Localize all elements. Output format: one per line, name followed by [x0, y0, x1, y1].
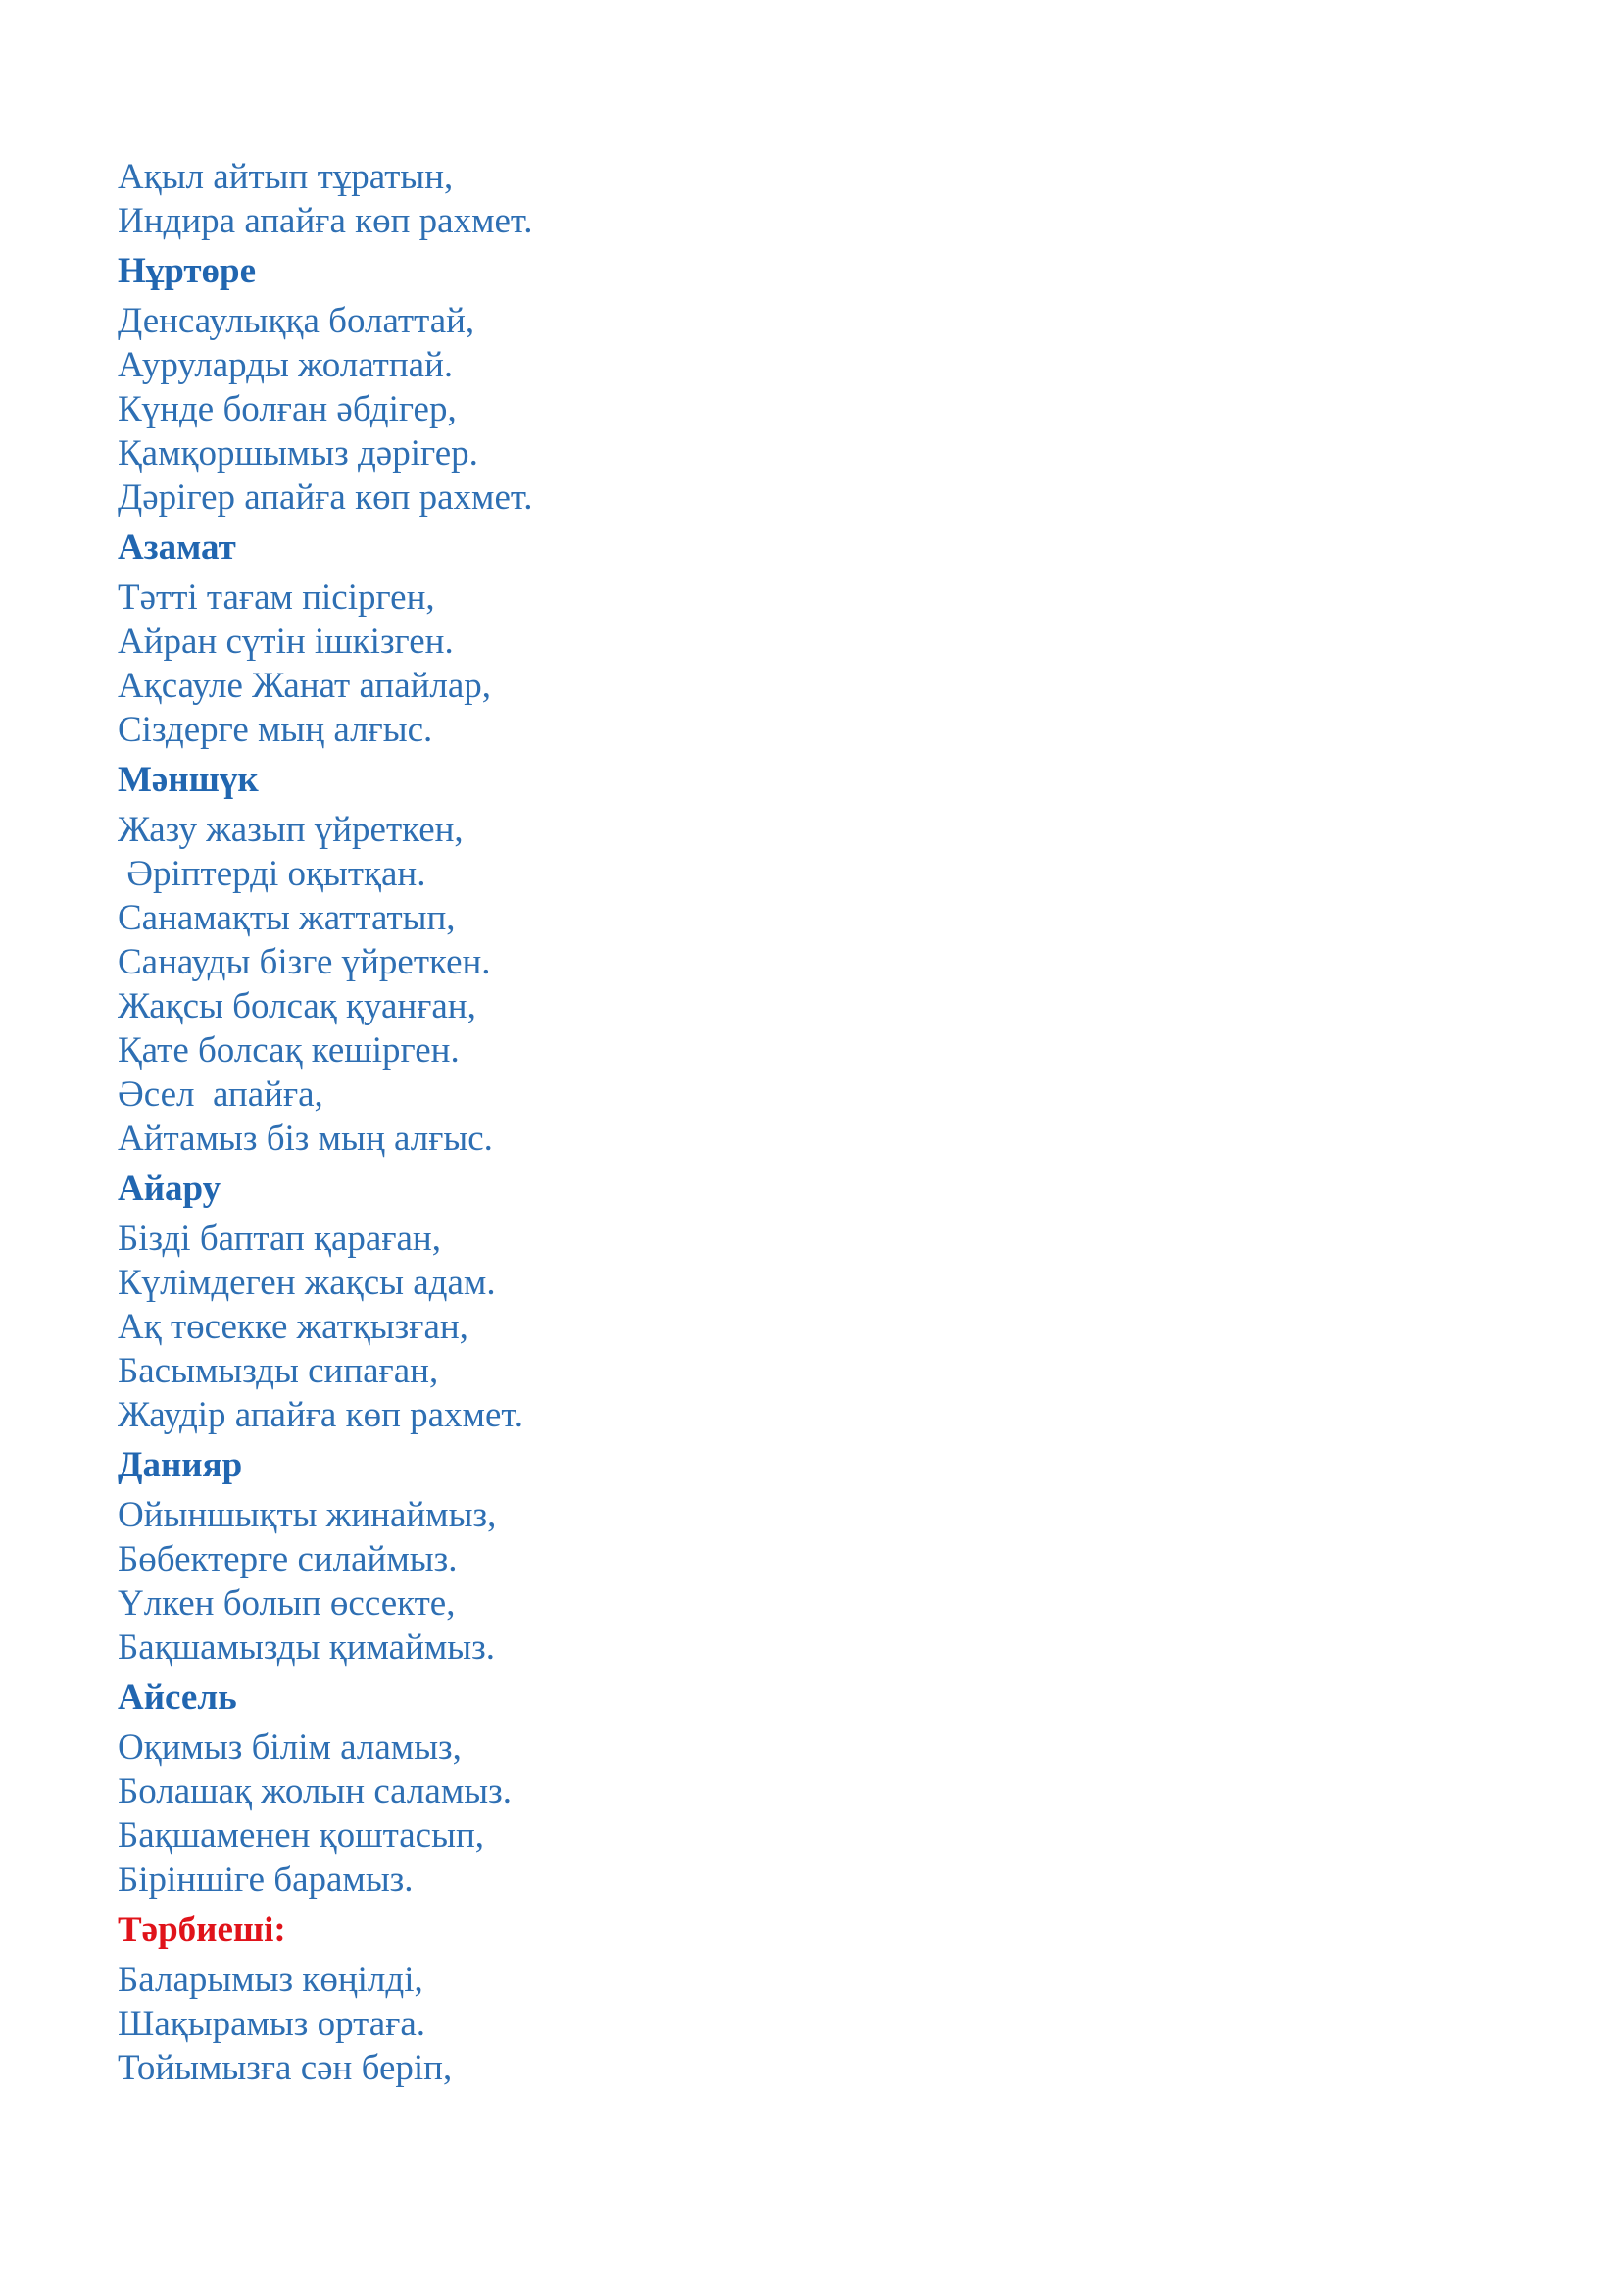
stanza-nurtore [118, 249, 1490, 520]
verse-line: Күнде болған әбдігер, [118, 389, 457, 429]
verse-line: Біріншіге барамыз. [118, 1860, 414, 1900]
verse-line: Жазу жазып үйреткен, [118, 810, 464, 850]
document-page [118, 155, 1490, 2090]
verse-line: Индира апайға көп рахмет. [118, 201, 533, 241]
speaker-name: Мәншүк [118, 760, 259, 800]
verse-line: Қамқоршымыз дәрігер. [118, 433, 478, 474]
speaker-name: Айару [118, 1169, 221, 1209]
verse-line: Қате болсақ кешірген. [118, 1030, 460, 1071]
verse-line: Болашақ жолын саламыз. [118, 1772, 512, 1812]
speaker-name: Нұртөре [118, 251, 257, 291]
verse-line: Күлімдеген жақсы адам. [118, 1263, 496, 1303]
intro-block [118, 155, 1490, 243]
verse-line: Ақ төсекке жатқызған, [118, 1307, 468, 1347]
verse-line: Жақсы болсақ қуанған, [118, 986, 476, 1026]
verse-line: Бақшаменен қоштасып, [118, 1816, 485, 1856]
teacher-speaker-name: Тәрбиеші: [118, 1910, 286, 1950]
stanza-manshuk [118, 758, 1490, 1161]
verse-line: Бақшамызды қимаймыз. [118, 1627, 496, 1668]
stanza-aisel [118, 1675, 1490, 1902]
verse-line: Санамақты жаттатып, [118, 898, 456, 938]
stanza-aiaru [118, 1167, 1490, 1437]
verse-line: Әріптерді оқытқан. [118, 854, 426, 894]
verse-line: Жаудір апайға көп рахмет. [118, 1395, 524, 1435]
verse-line: Үлкен болып өссекте, [118, 1583, 456, 1623]
verse-line: Тәтті тағам пісірген, [118, 577, 435, 618]
verse-line: Баларымыз көңілді, [118, 1960, 423, 2000]
verse-line: Ақсауле Жанат апайлар, [118, 666, 492, 706]
speaker-name: Азамат [118, 527, 236, 568]
stanza-teacher [118, 1908, 1490, 2090]
verse-line: Басымызды сипаған, [118, 1351, 439, 1391]
verse-line: Санауды бізге үйреткен. [118, 942, 491, 982]
verse-line: Ауруларды жолатпай. [118, 345, 454, 385]
verse-line: Ақыл айтып тұратын, [118, 157, 454, 197]
verse-line: Айтамыз біз мың алғыс. [118, 1119, 493, 1159]
verse-line: Дәрігер апайға көп рахмет. [118, 477, 533, 518]
verse-line: Әсел апайға, [118, 1074, 323, 1115]
speaker-name: Айсель [118, 1677, 237, 1718]
verse-line: Шақырамыз ортаға. [118, 2004, 426, 2044]
verse-line: Денсаулыққа болаттай, [118, 301, 475, 341]
verse-line: Оқимыз білім аламыз, [118, 1727, 462, 1768]
stanza-azamat [118, 525, 1490, 752]
verse-line: Ойыншықты жинаймыз, [118, 1495, 497, 1535]
verse-line: Айран сүтін ішкізген. [118, 622, 454, 662]
verse-line: Тойымызға сән беріп, [118, 2048, 453, 2088]
verse-line: Бізді баптап қараған, [118, 1219, 441, 1259]
verse-line: Бөбектерге силаймыз. [118, 1539, 458, 1579]
speaker-name: Данияр [118, 1445, 243, 1485]
stanza-daniiar [118, 1443, 1490, 1670]
verse-line: Сіздерге мың алғыс. [118, 710, 433, 750]
